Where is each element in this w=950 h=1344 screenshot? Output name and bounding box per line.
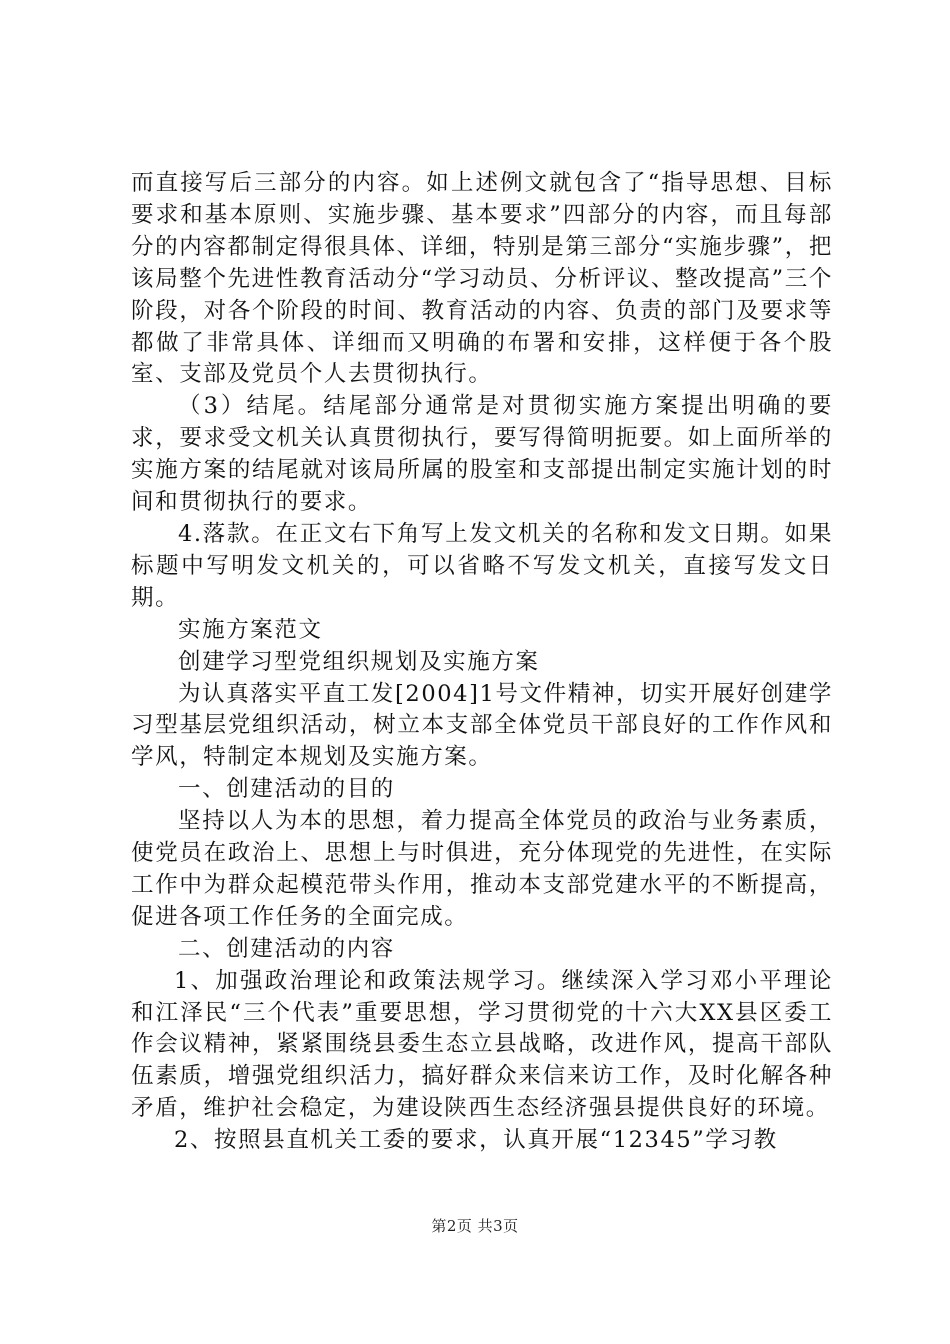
paragraph-item-1: 1、加强政治理论和政策法规学习。继续深入学习邓小平理论和江泽民“三个代表”重要思想，学习贯彻党的十六大XX县区委工作会议精神，紧紧围绕县委生态立县战略，改进作风，提高干部队伍素质，增强党组织活力，搞好群众来信来访工作，及时化解各种矛盾，维护社会稳定，为建设陕西生态经济强县提供良好的环境。 xyxy=(131,967,833,1122)
heading-section-1: 一、创建活动的目的 xyxy=(178,776,395,803)
paragraph-item-2: 2、按照县直机关工委的要求，认真开展“12345”学习教 xyxy=(174,1127,778,1154)
paragraph-intro: 为认真落实平直工发[2004]1号文件精神，切实开展好创建学习型基层党组织活动，树立本支部全体党员干部良好的工作作风和学风，特制定本规划及实施方案。 xyxy=(131,680,833,771)
heading-section-2: 二、创建活动的内容 xyxy=(178,935,395,962)
heading-plan-title: 创建学习型党组织规划及实施方案 xyxy=(178,648,540,675)
paragraph-signature: 4.落款。在正文右下角写上发文机关的名称和发文日期。如果标题中写明发文机关的，可以省略不写发文机关，直接写发文日期。 xyxy=(131,520,833,611)
paragraph-conclusion: （3）结尾。结尾部分通常是对贯彻实施方案提出明确的要求，要求受文机关认真贯彻执行，要写得简明扼要。如上面所举的实施方案的结尾就对该局所属的股室和支部提出制定实施计划的时间和贯彻执行的要求。 xyxy=(131,393,833,516)
page-footer: 第2页 共3页 xyxy=(431,1217,519,1235)
paragraph-purpose: 坚持以人为本的思想，着力提高全体党员的政治与业务素质，使党员在政治上、思想上与时俱进，充分体现党的先进性，在实际工作中为群众起模范带头作用，推动本支部党建水平的不断提高，促进各项工作任务的全面完成。 xyxy=(131,808,833,930)
heading-sample: 实施方案范文 xyxy=(178,616,323,643)
document-body xyxy=(131,168,833,1157)
paragraph-continuation: 而直接写后三部分的内容。如上述例文就包含了“指导思想、目标要求和基本原则、实施步骤、基本要求”四部分的内容，而且每部分的内容都制定得很具体、详细，特别是第三部分“实施步骤”，把该局整个先进性教育活动分“学习动员、分析评议、整改提高”三个阶段，对各个阶段的时间、教育活动的内容、负责的部门及要求等都做了非常具体、详细而又明确的布署和安排，这样便于各个股室、支部及党员个人去贯彻执行。 xyxy=(131,170,833,388)
